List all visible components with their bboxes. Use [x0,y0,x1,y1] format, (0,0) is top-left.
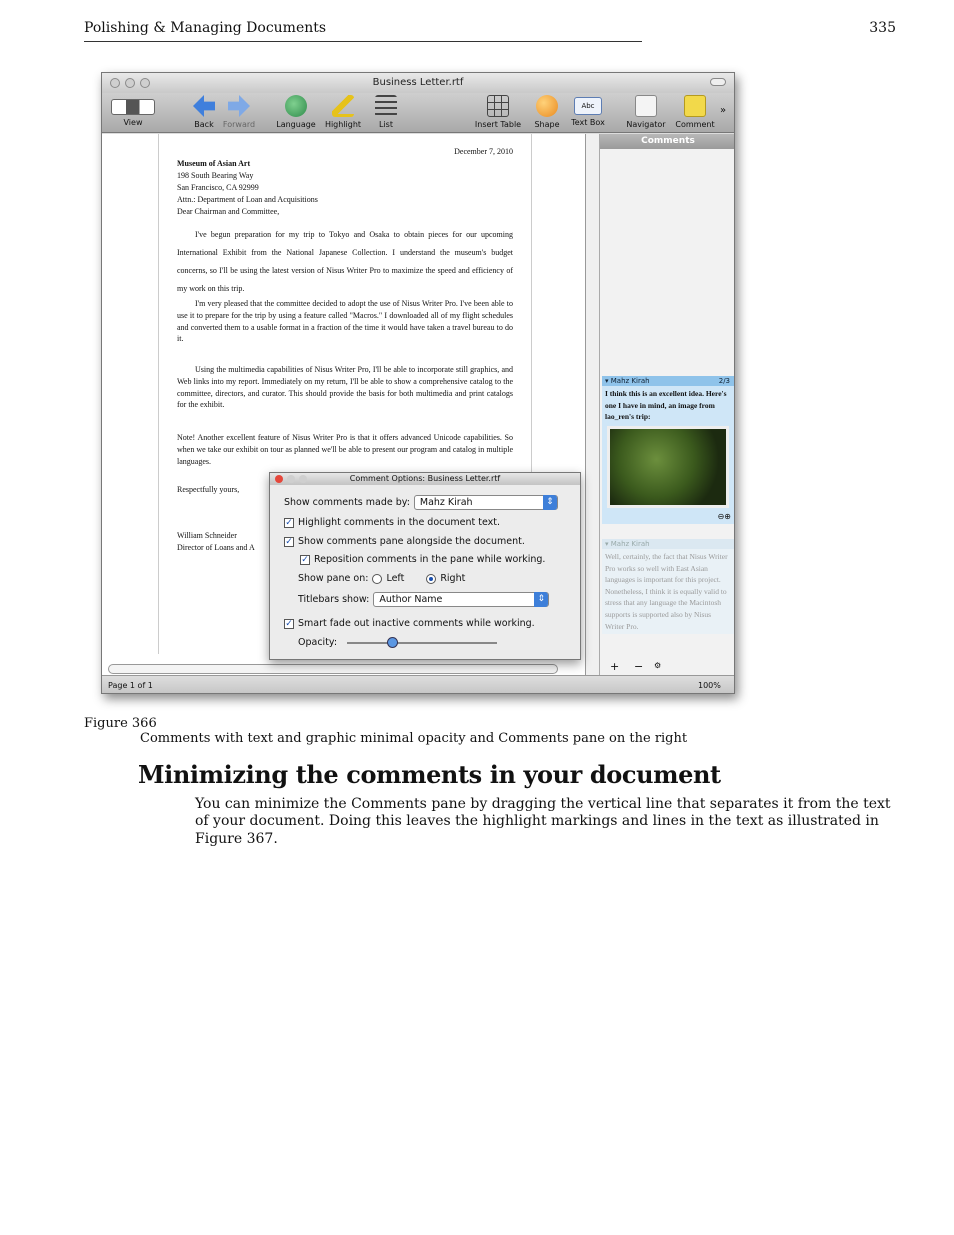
section-body: You can minimize the Comments pane by dragging the vertical line that separates it from the text of your document. Doing this leaves the highlight markings and lines in the text as illustrated in Figure 367. [195,796,891,847]
show-pane-on-label: Show pane on: [298,573,369,584]
show-pane-checkbox[interactable]: ✓ [285,536,293,547]
author-filter-select[interactable]: Mahz Kirah ⇕ [414,495,558,510]
comment-titlebar: ▾ Mahz Kirah 2/3 [602,376,734,386]
highlighter-icon [332,95,354,117]
dialog-title: Comment Options: Business Letter.rtf [349,474,501,483]
minimize-icon[interactable] [287,475,295,483]
letter-paragraph-4: Note! Another excellent feature of Nisus Writer Pro is that it offers advanced Unicode capabilities. So when we take our exhibit on tour as planned we'll be able to present our program and catalog in multiple languages. [177,433,513,466]
toolbar-forward-button[interactable]: Forward [222,95,256,129]
list-icon [375,95,397,117]
letter-date: December 7, 2010 [454,147,513,156]
zoom-level[interactable]: 100% [698,681,721,690]
dialog-titlebar [270,473,580,485]
toolbar-toggle-icon[interactable] [710,78,726,86]
comment-card-faded[interactable] [602,539,734,634]
view-icon [111,99,155,115]
figure-label: Figure 366 [84,716,157,731]
opacity-slider[interactable] [347,642,497,644]
titlebars-show-label: Titlebars show: [298,594,370,605]
letter-salutation: Dear Chairman and Committee, [177,207,280,216]
opacity-slider-knob[interactable] [387,637,398,648]
letter-paragraph-2: I'm very pleased that the committee decided to adopt the use of Nisus Writer Pro. I've been able to use it to prepare for the trip by using a feature called "Macros." I downloaded all of my flight schedules and converted them to a usable format in a fraction of the time it would have taken a travel bureau to do it. [177,299,513,344]
running-head: Polishing & Managing Documents [84,20,642,42]
letter-paragraph-3: Using the multimedia capabilities of Nisus Writer Pro, I'll be able to incorporate still graphics, and Web links into my report. Immediately on my return, I'll be able to show a comprehensive catalog to the committee, directors, and curator. This should provide the basis for both multimedia and print catalogs for the exhibit. [177,365,513,410]
page-number: 335 [869,20,896,36]
highlight-comments-checkbox[interactable]: ✓ [285,517,293,528]
toolbar-overflow-icon[interactable]: » [720,105,727,116]
right-radio[interactable] [426,574,436,584]
left-radio[interactable] [372,574,382,584]
toolbar [102,93,734,133]
remove-comment-button[interactable]: − [634,660,644,673]
forward-arrow-icon [228,95,250,117]
titlebars-select[interactable]: Author Name ⇕ [373,592,549,607]
reposition-comments-checkbox[interactable]: ✓ [301,554,309,565]
comments-pane-header: Comments [600,134,735,149]
back-arrow-icon [193,95,215,117]
horizontal-scrollbar[interactable] [108,664,558,674]
letter-address-1: Museum of Asian Art [177,159,251,168]
section-title: Minimizing the comments in your document [138,760,721,789]
vertical-scrollbar[interactable] [586,134,600,675]
toolbar-language-button[interactable]: Language [276,95,316,129]
table-icon [487,95,509,117]
globe-icon [285,95,307,117]
show-comments-by-label: Show comments made by: [284,497,410,508]
toolbar-list-button[interactable]: List [372,95,400,129]
toolbar-navigator-button[interactable]: Navigator [624,95,668,129]
letter-paragraph-1: I've begun preparation for my trip to Tokyo and Osaka to obtain pieces for our upcoming International Exhibit from the National Japanese Collection. I understand the museum's budget concerns, so I'll be using the latest version of Nisus Writer Pro to maximize the speed and efficiency of my work on this trip. [177,230,513,293]
letter-closing: Respectfully yours, [177,485,240,494]
toolbar-back-button[interactable]: Back [190,95,218,129]
comments-pane [600,134,735,675]
garden-photo [607,426,729,508]
window-title: Business Letter.rtf [372,77,464,88]
toolbar-comment-button[interactable]: Comment [674,95,716,129]
toolbar-insert-table-button[interactable]: Insert Table [472,95,524,129]
comment-titlebar: ▾ Mahz Kirah [602,539,734,549]
textbox-icon: Abc [574,97,602,115]
status-bar [102,660,734,694]
comment-card-active[interactable] [602,376,734,524]
comment-controls-icon[interactable]: ⊖⊕ [717,511,731,521]
page-indicator[interactable]: Page 1 of 1 [108,681,153,690]
navigator-icon [635,95,657,117]
smart-fade-checkbox[interactable]: ✓ [285,618,293,629]
comment-icon [684,95,706,117]
toolbar-text-box-button[interactable]: Abc Text Box [568,95,608,127]
comment-text: Well, certainly, the fact that Nisus Writer Pro works so well with East Asian languages is important for this project. Nonetheless, I think it is equally valid to stress that any language the Macintosh supports is supported also by Nisus Writer Pro. [602,549,734,634]
letter-signer-title: Director of Loans and A [177,543,255,552]
comment-options-dialog: Comment Options: Business Letter.rtf Show comments made by: Mahz Kirah ⇕ ✓ Highlight comments in the document text. ✓ Show comments pane alongside the document. ✓ Reposition comments in the pane while working. Show pane on: Left Right Titlebars show: Author Name ⇕ ✓ Smart fade out inactive comments while working. Opacity: [269,472,581,660]
add-comment-button[interactable]: + [610,660,620,673]
zoom-icon[interactable] [299,475,307,483]
toolbar-view-button[interactable]: View [110,95,156,127]
letter-address-4: Attn.: Department of Loan and Acquisitions [177,195,318,204]
letter-address-2: 198 South Bearing Way [177,171,254,180]
letter-address-3: San Francisco, CA 92999 [177,183,259,192]
close-icon[interactable] [275,475,283,483]
opacity-label: Opacity: [298,637,338,648]
shape-icon [536,95,558,117]
toolbar-highlight-button[interactable]: Highlight [322,95,364,129]
letter-signer: William Schneider [177,531,237,540]
window-titlebar [102,73,734,93]
app-window-screenshot [101,72,735,694]
toolbar-shape-button[interactable]: Shape [530,95,564,129]
figure-caption: Comments with text and graphic minimal opacity and Comments pane on the right [140,731,688,746]
gear-icon[interactable]: ⚙ [654,661,662,670]
comment-text: I think this is an excellent idea. Here's one I have in mind, an image from lao_ren's trip: [605,389,727,422]
